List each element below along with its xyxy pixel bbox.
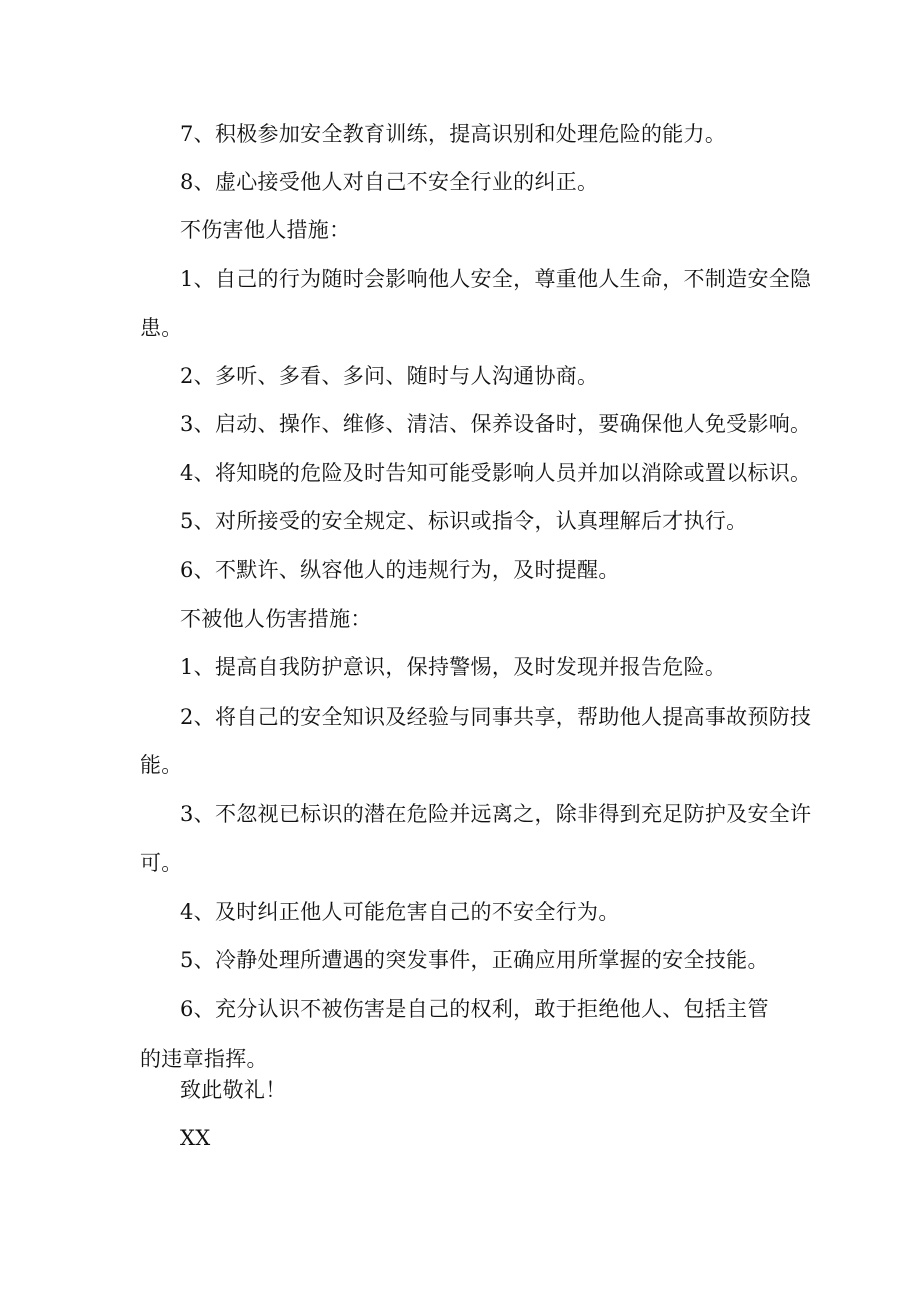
paragraph-item-2: 2、多听、多看、多问、随时与人沟通协商。 xyxy=(180,364,599,388)
paragraph-item-8: 8、虚心接受他人对自己不安全行业的纠正。 xyxy=(180,170,599,194)
paragraph-item-1: 1、自己的行为随时会影响他人安全，尊重他人生命，不制造安全隐 xyxy=(180,267,812,291)
closing-salutation: 致此敬礼！ xyxy=(180,1078,287,1102)
paragraph-item-3: 3、启动、操作、维修、清洁、保养设备时，要确保他人免受影响。 xyxy=(180,412,812,436)
paragraph-item-4: 4、及时纠正他人可能危害自己的不安全行为。 xyxy=(180,900,620,924)
paragraph-item-3: 3、不忽视已标识的潜在危险并远离之，除非得到充足防护及安全许 xyxy=(180,802,812,826)
paragraph-item-6: 6、不默许、纵容他人的违规行为，及时提醒。 xyxy=(180,558,620,582)
paragraph-item-2: 2、将自己的安全知识及经验与同事共享，帮助他人提高事故预防技 xyxy=(180,705,812,729)
paragraph-item-7: 7、积极参加安全教育训练，提高识别和处理危险的能力。 xyxy=(180,122,727,146)
section-heading-not-harmed-by-others: 不被他人伤害措施： xyxy=(180,607,372,631)
section-heading-not-harm-others: 不伤害他人措施： xyxy=(180,218,351,242)
paragraph-item-5: 5、冷静处理所遭遇的突发事件，正确应用所掌握的安全技能。 xyxy=(180,948,769,972)
paragraph-item-2-continued: 能。 xyxy=(140,753,183,777)
paragraph-item-5: 5、对所接受的安全规定、标识或指令，认真理解后才执行。 xyxy=(180,509,748,533)
paragraph-item-4: 4、将知晓的危险及时告知可能受影响人员并加以消除或置以标识。 xyxy=(180,461,812,485)
paragraph-item-1: 1、提高自我防护意识，保持警惕，及时发现并报告危险。 xyxy=(180,655,727,679)
signature: XX xyxy=(180,1126,211,1150)
paragraph-item-1-continued: 患。 xyxy=(140,316,183,340)
paragraph-item-6-continued: 的违章指挥。 xyxy=(140,1047,268,1071)
paragraph-item-3-continued: 可。 xyxy=(140,851,183,875)
paragraph-item-6: 6、充分认识不被伤害是自己的权利，敢于拒绝他人、包括主管 xyxy=(180,997,769,1021)
